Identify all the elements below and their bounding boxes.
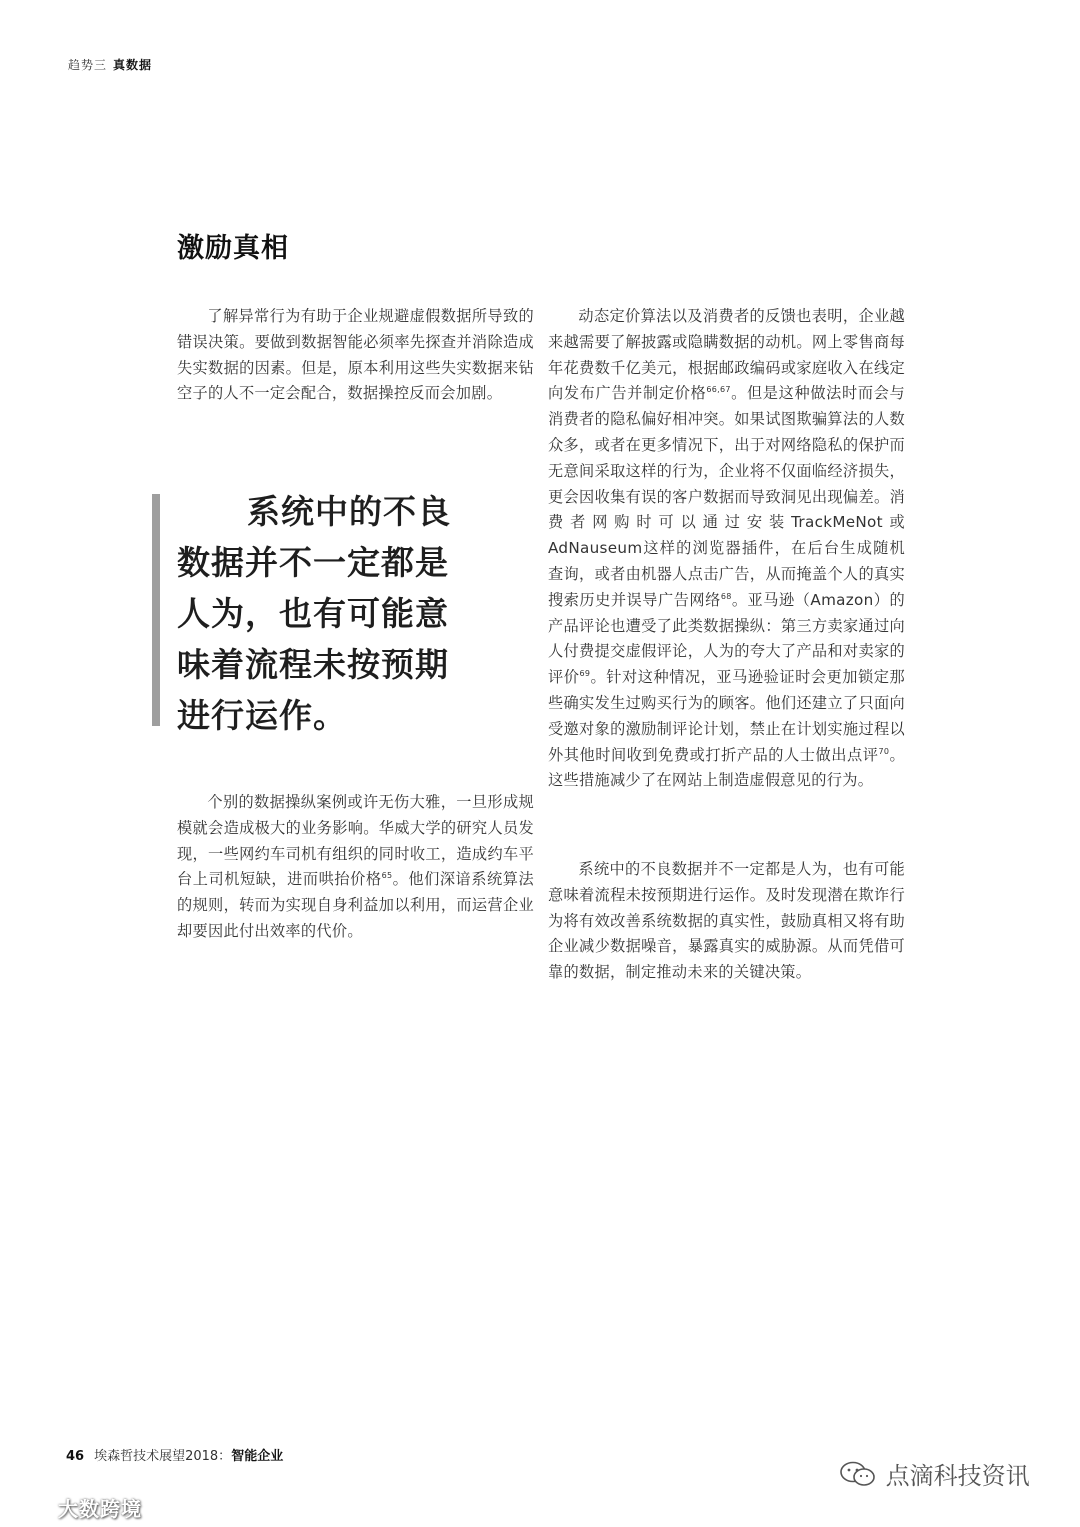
right-paragraph-1-d: 。针对这种情况，亚马逊验证时会更加锁定那些确实发生过购买行为的顾客。他们还建立了只面向受邀对象的激励制评论计划，禁止在计划实施过程以外其他时间收到免费或打折产品的人士做出点评 — [548, 668, 906, 764]
wechat-watermark — [838, 1456, 1030, 1494]
right-paragraph-1-e: 。这些措施减少了在网站上制造虚假意见的行为。 — [548, 745, 905, 790]
right-paragraph-1 — [548, 304, 905, 794]
right-paragraph-1-b: 。但是这种做法时而会与消费者的隐私偏好相冲突。如果试图欺骗算法的人数众多，或者在更多情况下，出于对网络隐私的保护而无意间采取这样的行为，企业将不仅面临经济损失，更会因收集有误的客户数据而导致洞见出现偏差。消费者网购时可以通过安装TrackMeNot或AdNauseum这样的浏览器插件，在后台生成随机查询，或者由机器人点击广告，从而掩盖个人的真实搜索历史并误导广告网络 — [548, 384, 905, 609]
running-head-title: 真数据 — [113, 58, 153, 72]
footnote-ref: 66,67 — [706, 385, 731, 395]
page-footer — [66, 1445, 283, 1464]
left-paragraph-2-end: 。他们深谙系统算法的规则，转而为实现自身利益加以利用，而运营企业却要因此付出效率的代价。 — [177, 870, 534, 940]
right-paragraph-1-c: 。亚马逊（Amazon）的产品评论也遭受了此类数据操纵：第三方卖家通过向人付费提交虚假评论，人为的夸大了产品和对卖家的评价 — [548, 590, 905, 687]
running-head — [68, 56, 152, 73]
left-paragraph-1: 了解异常行为有助于企业规避虚假数据所导致的错误决策。要做到数据智能必须率先探查并消除造成失实数据的因素。但是，原本利用这些失实数据来钻空子的人不一定会配合，数据操控反而会加剧。 — [177, 307, 534, 403]
wechat-account-name: 点滴科技资讯 — [885, 1462, 1030, 1490]
footnote-ref: 69 — [579, 669, 591, 679]
right-paragraph-1-a: 动态定价算法以及消费者的反馈也表明，企业越来越需要了解披露或隐瞒数据的动机。网上零售商每年花费数千亿美元，根据邮政编码或家庭收入在线定向发布广告并制定价格 — [548, 307, 905, 403]
publication-subtitle: 智能企业 — [231, 1449, 284, 1464]
left-paragraph-2 — [177, 790, 534, 945]
site-logo-icon — [6, 1497, 58, 1521]
pull-quote-first-line: 系统中的不良 — [247, 492, 451, 531]
wechat-icon — [838, 1460, 878, 1494]
footnote-ref: 65 — [381, 871, 393, 881]
left-paragraph-2-text: 个别的数据操纵案例或许无伤大雅，一旦形成规模就会造成极大的业务影响。华威大学的研究人员发现，一些网约车司机有组织的同时收工，造成约车平台上司机短缺，进而哄抬价格 — [177, 793, 534, 889]
pull-quote-bar — [152, 494, 160, 726]
site-watermark-text: 大数跨境 — [57, 1497, 142, 1521]
footnote-ref: 68 — [720, 591, 732, 601]
site-watermark — [6, 1493, 142, 1522]
pull-quote-rest: 数据并不一定都是人为，也有可能意味着流程未按预期进行运作。 — [177, 543, 449, 735]
pull-quote — [177, 486, 477, 741]
publication-name: 埃森哲技术展望2018： — [94, 1449, 232, 1464]
right-paragraph-2: 系统中的不良数据并不一定都是人为，也有可能意味着流程未按预期进行运作。及时发现潜在欺诈行为将有效改善系统数据的真实性，鼓励真相又将有助企业减少数据噪音，暴露真实的威胁源。从而凭借可靠的数据，制定推动未来的关键决策。 — [548, 860, 905, 982]
page-number: 46 — [66, 1449, 85, 1464]
running-head-section: 趋势三 — [68, 58, 108, 72]
section-heading: 激励真相 — [177, 233, 289, 264]
footnote-ref: 70 — [878, 746, 890, 756]
